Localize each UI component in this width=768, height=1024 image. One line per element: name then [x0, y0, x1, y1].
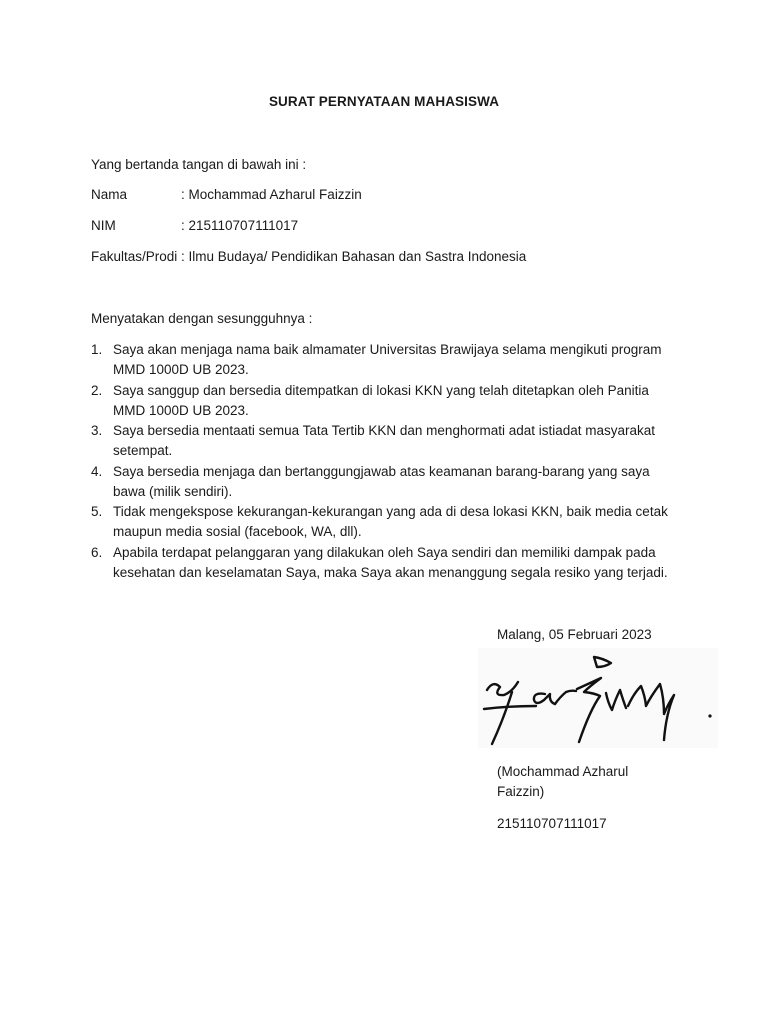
- item-text-line: Saya bersedia mentaati semua Tata Tertib KKN dan menghormati adat istiadat masyarakat: [113, 423, 656, 438]
- item-text-line: maupun media sosial (facebook, WA, dll).: [113, 524, 362, 539]
- item-number: 5.: [91, 504, 103, 519]
- item-number: 1.: [91, 342, 103, 357]
- signer-name-line2: Faizzin): [497, 784, 545, 799]
- field-value: : 215110707111017: [181, 218, 299, 233]
- field-nama: [91, 187, 362, 202]
- item-number: 2.: [91, 382, 103, 398]
- item-text-line: MMD 1000D UB 2023.: [113, 362, 249, 377]
- item-text-line: Saya sanggup dan bersedia ditempatkan di lokasi KKN yang telah ditetapkan oleh Panitia: [113, 382, 649, 398]
- item-text-line: bawa (milik sendiri).: [113, 483, 233, 499]
- list-item: [91, 462, 691, 502]
- item-text-line: Saya bersedia menjaga dan bertanggungjawab atas keamanan barang-barang yang saya: [113, 463, 650, 479]
- field-label: Nama: [91, 187, 128, 202]
- field-value: : Mochammad Azharul Faizzin: [181, 187, 362, 202]
- faculty-line: Fakultas/Prodi : Ilmu Budaya/ Pendidikan Bahasan dan Sastra Indonesia: [91, 249, 527, 264]
- signer-name-line1: (Mochammad Azharul: [497, 764, 629, 779]
- signer-nim: 215110707111017: [497, 816, 607, 831]
- item-text-line: setempat.: [113, 443, 173, 458]
- item-text-line: MMD 1000D UB 2023.: [113, 402, 249, 418]
- list-item: [91, 340, 691, 380]
- handwritten-signature: [478, 648, 718, 748]
- item-number: 6.: [91, 544, 103, 560]
- list-item: [91, 543, 691, 583]
- item-text-line: Apabila terdapat pelanggaran yang dilakukan oleh Saya sendiri dan memiliki dampak pada: [113, 544, 656, 560]
- place-date: Malang, 05 Februari 2023: [497, 627, 652, 642]
- list-item: [91, 381, 691, 421]
- item-text-line: Tidak mengekspose kekurangan-kekurangan yang ada di desa lokasi KKN, baik media cetak: [113, 504, 668, 519]
- list-item: [91, 421, 691, 461]
- statement-list: [91, 340, 691, 583]
- item-number: 3.: [91, 423, 103, 438]
- item-text-line: kesehatan dan keselamatan Saya, maka Saya akan menanggung segala resiko yang terjadi.: [113, 564, 668, 580]
- item-number: 4.: [91, 463, 103, 479]
- item-text-line: Saya akan menjaga nama baik almamater Universitas Brawijaya selama mengikuti program: [113, 342, 662, 357]
- declaration-intro: Menyatakan dengan sesungguhnya :: [91, 311, 313, 326]
- field-nim: [91, 218, 298, 233]
- field-label: NIM: [91, 218, 116, 233]
- intro-text: Yang bertanda tangan di bawah ini :: [91, 157, 307, 172]
- document-title: SURAT PERNYATAAN MAHASISWA: [268, 94, 500, 109]
- list-item: [91, 502, 691, 542]
